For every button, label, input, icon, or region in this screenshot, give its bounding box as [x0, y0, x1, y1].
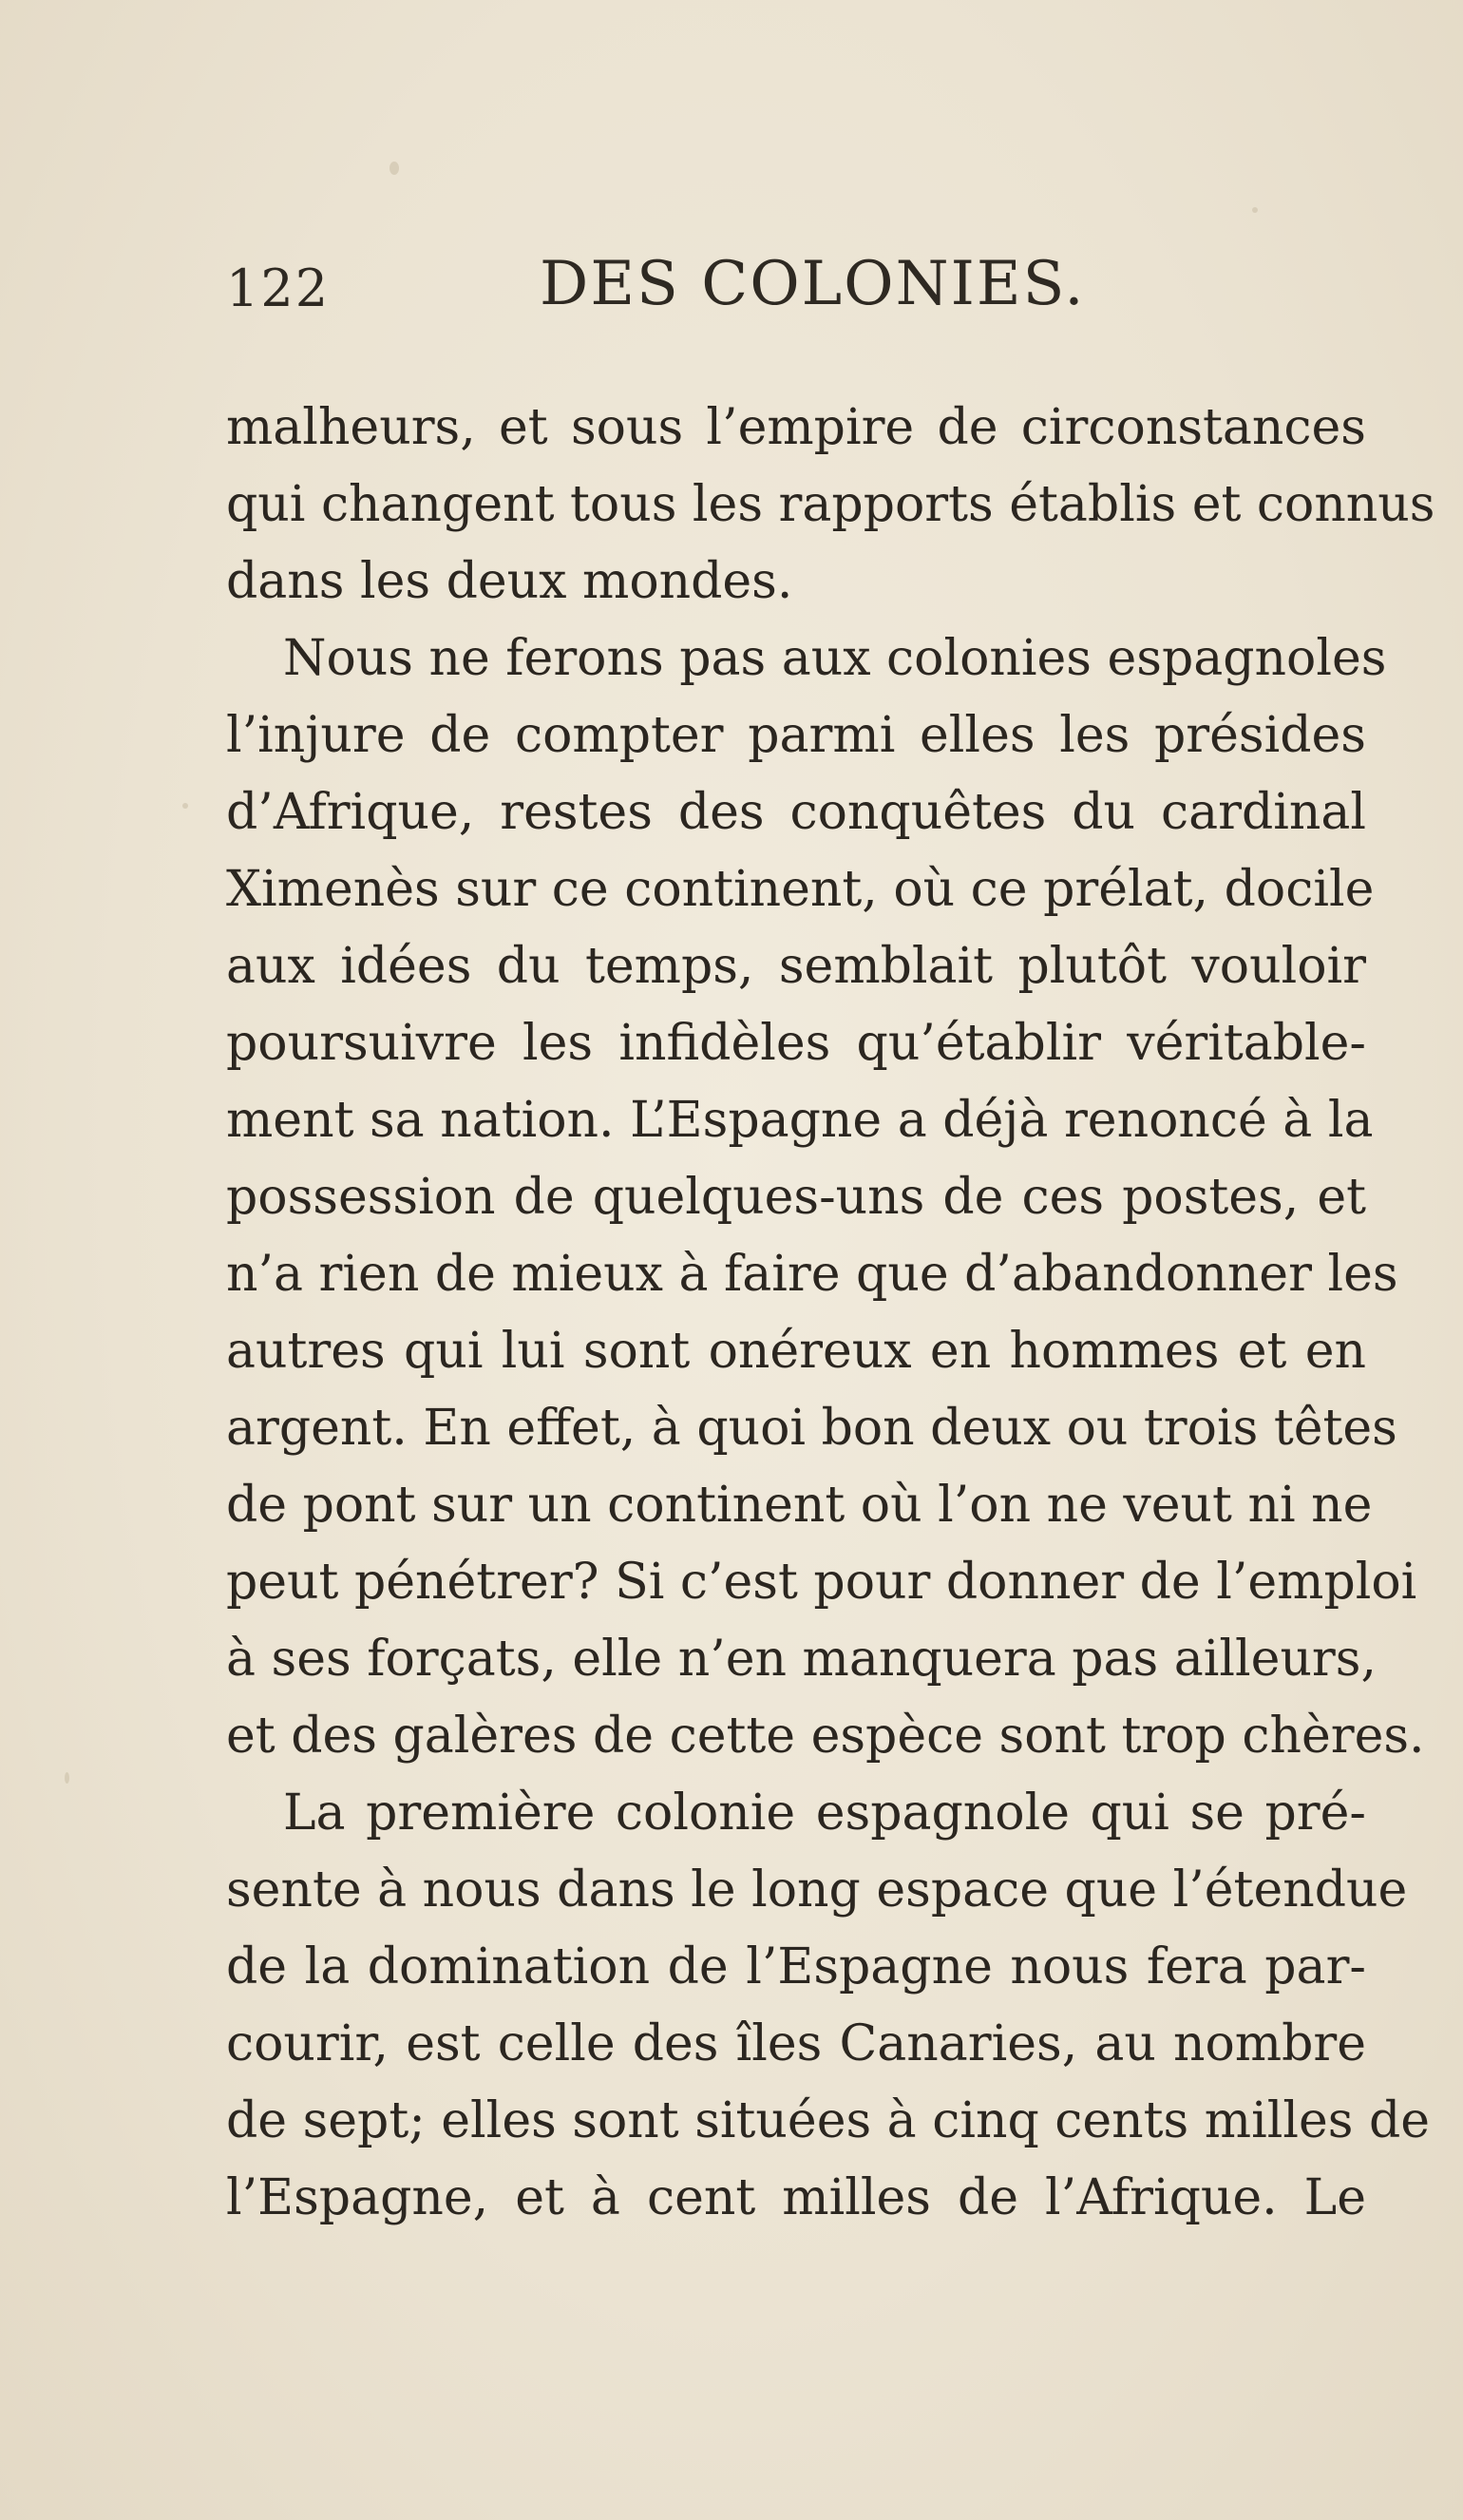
text-line: dans les deux mondes. — [226, 553, 793, 610]
text-line: n’a rien de mieux à faire que d’abandonner les — [226, 1246, 1398, 1303]
text-line: et des galères de cette espèce sont trop chères. — [226, 1708, 1425, 1765]
paper-speck — [65, 1772, 69, 1784]
text-line: à ses forçats, elle n’en manquera pas ailleurs, — [226, 1631, 1378, 1688]
page-number: 122 — [226, 258, 331, 318]
text-line: de la domination de l’Espagne nous fera par- — [226, 1938, 1366, 1995]
text-line: de pont sur un continent où l’on ne veut ni ne — [226, 1477, 1373, 1534]
page-header — [226, 249, 1366, 334]
paragraph-first-line: La première colonie espagnole qui se pré- — [283, 1785, 1366, 1842]
text-line: l’Espagne, et à cent milles de l’Afrique. Le — [226, 2169, 1366, 2226]
text-line: aux idées du temps, semblait plutôt vouloir — [226, 938, 1366, 995]
text-line: possession de quelques-uns de ces postes, et — [226, 1169, 1366, 1226]
text-line: ment sa nation. L’Espagne a déjà renoncé à la — [226, 1092, 1374, 1149]
running-title: DES COLONIES. — [540, 249, 1086, 319]
text-line: autres qui lui sont onéreux en hommes et en — [226, 1323, 1366, 1380]
text-line: poursuivre les infidèles qu’établir véritable- — [226, 1015, 1366, 1072]
body-text — [226, 390, 1435, 2237]
text-line: peut pénétrer? Si c’est pour donner de l’emploi — [226, 1554, 1417, 1611]
text-line: de sept; elles sont situées à cinq cents milles de — [226, 2092, 1431, 2149]
text-line: Ximenès sur ce continent, où ce prélat, docile — [226, 861, 1375, 918]
text-line: courir, est celle des îles Canaries, au nombre — [226, 2015, 1366, 2072]
text-line: l’injure de compter parmi elles les présides — [226, 707, 1366, 764]
text-line: argent. En effet, à quoi bon deux ou trois têtes — [226, 1400, 1397, 1457]
paragraph-first-line: Nous ne ferons pas aux colonies espagnoles — [283, 630, 1387, 687]
text-line: d’Afrique, restes des conquêtes du cardinal — [226, 784, 1366, 841]
text-line: malheurs, et sous l’empire de circonstances — [226, 399, 1366, 456]
paper-speck — [1252, 207, 1258, 213]
text-line: qui changent tous les rapports établis et connus — [226, 476, 1435, 533]
paper-speck — [390, 162, 399, 175]
paper-speck — [182, 803, 188, 809]
text-line: sente à nous dans le long espace que l’étendue — [226, 1861, 1408, 1919]
